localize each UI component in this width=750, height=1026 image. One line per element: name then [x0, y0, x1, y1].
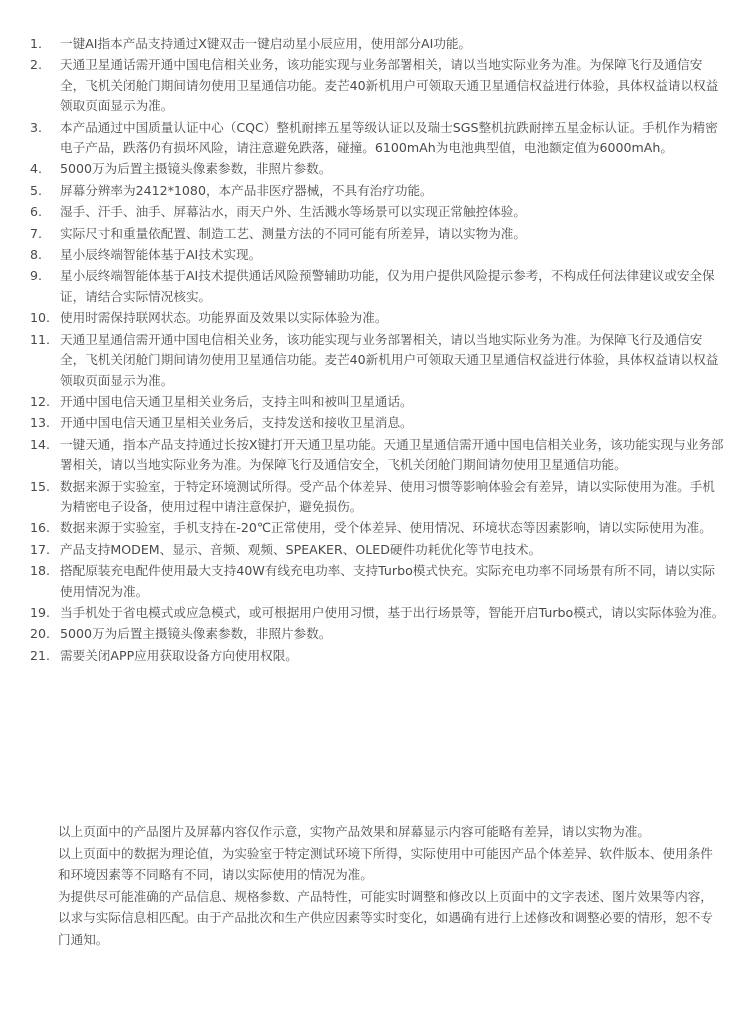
footnote-text: 开通中国电信天通卫星相关业务后，支持主叫和被叫卫星通话。 [60, 393, 413, 409]
footnote-text: 一键AI指本产品支持通过X键双击一键启动星小辰应用，使用部分AI功能。 [60, 36, 472, 51]
footnote-number: 14. [30, 436, 51, 452]
footnote-item [30, 245, 726, 265]
footnote-text: 星小辰终端智能体基于AI技术提供通话风险预警辅助功能，仅为用户提供风险提示参考，不构成任何法律建议或安全保证，请结合实际情况核实。 [60, 268, 715, 304]
footnote-item [30, 624, 726, 644]
footnote-number: 13. [30, 415, 51, 431]
footnote-item [30, 561, 726, 602]
footnote-item [30, 55, 726, 116]
disclaimer-paragraph: 以上页面中的产品图片及屏幕内容仅作示意，实物产品效果和屏幕显示内容可能略有差异，请以实物为准。 [58, 824, 650, 839]
footnote-number: 6. [30, 204, 43, 220]
footnote-item [30, 224, 726, 244]
footnote-text: 当手机处于省电模式或应急模式，或可根据用户使用习惯，基于出行场景等，智能开启Turbo模式，请以实际体验为准。 [60, 604, 725, 620]
footnote-text: 数据来源于实验室，于特定环境测试所得。受产品个体差异、使用习惯等影响体验会有差异，请以实际使用为准。手机为精密电子设备，使用过程中请注意保护，避免损伤。 [60, 478, 715, 514]
footnote-list [0, 34, 726, 666]
footnote-item [30, 330, 726, 391]
footnote-number: 1. [30, 36, 43, 51]
disclaimer-paragraph: 以上页面中的数据为理论值，为实验室于特定测试环境下所得，实际使用中可能因产品个体差异、软件版本、使用条件和环境因素等不同略有不同，请以实际使用的情况为准。 [58, 845, 713, 882]
footnote-number: 9. [30, 268, 43, 284]
footnote-text: 星小辰终端智能体基于AI技术实现。 [60, 247, 262, 263]
footnote-item [30, 266, 726, 307]
footnote-number: 3. [30, 119, 43, 135]
footnote-item [30, 540, 726, 560]
footnote-number: 15. [30, 478, 51, 494]
footnote-text: 使用时需保持联网状态。功能界面及效果以实际体验为准。 [60, 310, 388, 326]
footnote-item [30, 308, 726, 328]
footnote-text: 产品支持MODEM、显示、音频、观频、SPEAKER、OLED硬件功耗优化等节电技术。 [60, 541, 542, 557]
footnote-text: 天通卫星通话需开通中国电信相关业务，该功能实现与业务部署相关，请以当地实际业务为准。为保障飞行及通信安全，飞机关闭舱门期间请勿使用卫星通信功能。麦芒40新机用户可领取天通卫星通信权益进行体验，具体权益请以权益领取页面显示为准。 [60, 57, 719, 114]
footnote-item [30, 477, 726, 518]
footnote-number: 17. [30, 541, 51, 557]
footnote-number: 7. [30, 225, 43, 241]
disclaimer-paragraph: 为提供尽可能准确的产品信息、规格参数、产品特性，可能实时调整和修改以上页面中的文字表述、图片效果等内容，以求与实际信息相匹配。由于产品批次和生产供应因素等实时变化，如遇确有进行上述修改和调整必要的情形，恕不专门通知。 [58, 888, 713, 947]
footnote-text: 数据来源于实验室，手机支持在-20℃正常使用，受个体差异、使用情况、环境状态等因素影响，请以实际使用为准。 [60, 520, 712, 536]
footnote-item [30, 392, 726, 412]
footnote-item [30, 202, 726, 222]
footnote-item [30, 413, 726, 433]
footnote-item [30, 181, 726, 201]
footnote-item [30, 118, 726, 159]
footnote-item [30, 518, 726, 538]
footnote-text: 屏幕分辨率为2412*1080，本产品非医疗器械，不具有治疗功能。 [60, 182, 433, 198]
footnote-item [30, 435, 726, 476]
footnote-text: 5000万为后置主摄镜头像素参数，非照片参数。 [60, 626, 332, 642]
footnote-number: 12. [30, 393, 51, 409]
footnote-item [30, 159, 726, 179]
footnote-number: 5. [30, 182, 43, 198]
footnote-number: 2. [30, 57, 43, 73]
footnote-number: 8. [30, 247, 43, 263]
footnote-text: 搭配原装充电配件使用最大支持40W有线充电功率、支持Turbo模式快充。实际充电功率不同场景有所不同，请以实际使用情况为准。 [60, 563, 716, 599]
footnote-item [30, 603, 726, 623]
footnote-number: 10. [30, 310, 51, 326]
footnote-text: 需要关闭APP应用获取设备方向使用权限。 [60, 647, 298, 663]
footnote-number: 21. [30, 647, 51, 663]
footnote-number: 18. [30, 563, 51, 579]
footnote-number: 20. [30, 626, 51, 642]
footnote-number: 4. [30, 161, 43, 177]
footnote-text: 5000万为后置主摄镜头像素参数，非照片参数。 [60, 161, 332, 177]
footnote-item [30, 34, 726, 54]
footnote-text: 本产品通过中国质量认证中心（CQC）整机耐摔五星等级认证以及瑞士SGS整机抗跌耐摔五星金标认证。手机作为精密电子产品，跌落仍有损坏风险，请注意避免跌落，碰撞。6100mAh为电池典型值，电池额定值为6000mAh。 [60, 119, 718, 156]
footnote-number: 19. [30, 604, 51, 620]
footnote-text: 实际尺寸和重量依配置、制造工艺、测量方法的不同可能有所差异，请以实物为准。 [60, 225, 526, 241]
disclaimer-block [58, 821, 724, 950]
footnote-number: 11. [30, 331, 51, 347]
footnote-text: 开通中国电信天通卫星相关业务后，支持发送和接收卫星消息。 [60, 415, 413, 431]
footnote-text: 一键天通，指本产品支持通过长按X键打开天通卫星功能。天通卫星通信需开通中国电信相关业务，该功能实现与业务部署相关，请以当地实际业务为准。为保障飞行及通信安全，飞机关闭舱门期间请勿使用卫星通信功能。 [60, 436, 724, 473]
footnote-item [30, 646, 726, 666]
footnote-number: 16. [30, 520, 51, 536]
footnote-text: 湿手、汗手、油手、屏幕沾水，雨天户外、生活溅水等场景可以实现正常触控体验。 [60, 204, 526, 220]
footnote-text: 天通卫星通信需开通中国电信相关业务，该功能实现与业务部署相关，请以当地实际业务为准。为保障飞行及通信安全，飞机关闭舱门期间请勿使用卫星通信功能。麦芒40新机用户可领取天通卫星通信权益进行体验，具体权益请以权益领取页面显示为准。 [60, 331, 719, 388]
